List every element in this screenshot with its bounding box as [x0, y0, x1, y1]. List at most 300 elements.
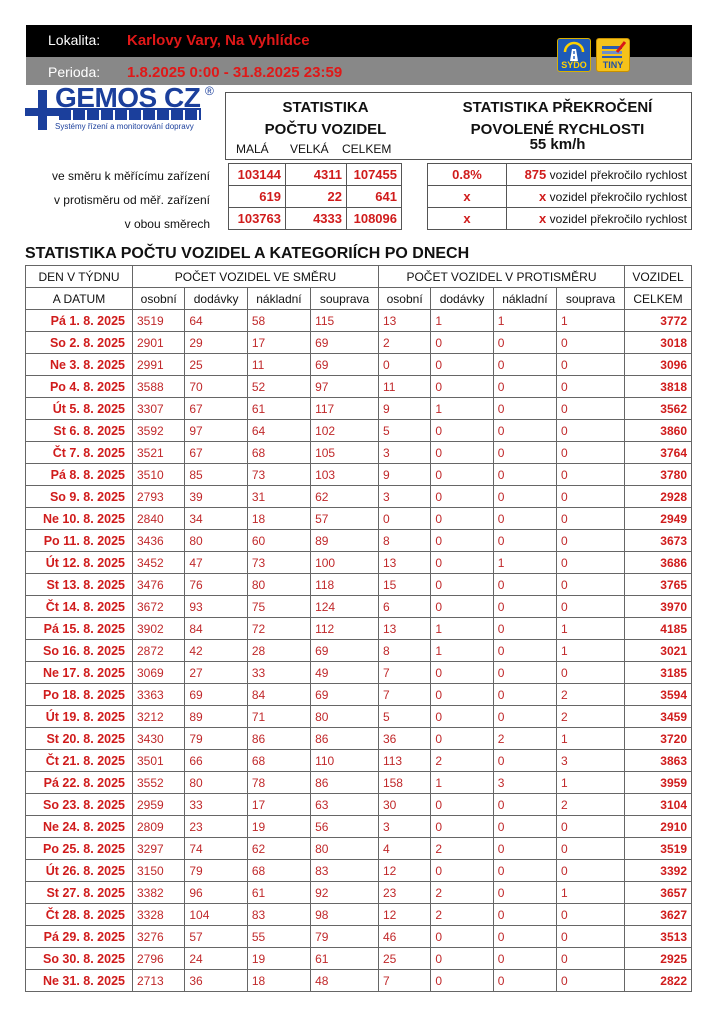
- count-cell: 0: [431, 706, 493, 728]
- count-cell: 0: [557, 530, 625, 552]
- count-cell: 92: [311, 882, 379, 904]
- count-cell: 0: [557, 904, 625, 926]
- count-cell: 3902: [133, 618, 185, 640]
- summary-count-table: [228, 163, 402, 230]
- count-cell: 69: [185, 684, 247, 706]
- table-row: [26, 354, 692, 376]
- count-cell: 15: [378, 574, 430, 596]
- date-cell: St 27. 8. 2025: [26, 882, 133, 904]
- count-cell: 70: [185, 376, 247, 398]
- count-cell: 9: [378, 398, 430, 420]
- count-cell: 0: [431, 530, 493, 552]
- total-cell: 3780: [625, 464, 692, 486]
- count-cell: 13: [378, 552, 430, 574]
- count-cell: 68: [247, 442, 310, 464]
- count-cell: 2: [493, 728, 556, 750]
- count-cell: 27: [185, 662, 247, 684]
- speeding-percent: x: [428, 208, 507, 230]
- direction-header: POČET VOZIDEL VE SMĚRU: [133, 266, 379, 288]
- speeding-count: x: [539, 189, 547, 204]
- count-cell: 0: [493, 354, 556, 376]
- count-cell: 0: [493, 904, 556, 926]
- count-cell: 2991: [133, 354, 185, 376]
- count-cell: 93: [185, 596, 247, 618]
- total-count: 107455: [347, 164, 402, 186]
- count-cell: 0: [557, 596, 625, 618]
- location-label: Lokalita:: [48, 32, 101, 48]
- count-cell: 0: [431, 728, 493, 750]
- total-cell: 3519: [625, 838, 692, 860]
- count-cell: 2: [431, 904, 493, 926]
- count-cell: 1: [493, 310, 556, 332]
- period-label: Perioda:: [48, 64, 101, 80]
- day-header-2: A DATUM: [26, 288, 133, 310]
- summary-row: [229, 208, 402, 230]
- total-header-2: CELKEM: [625, 288, 692, 310]
- count-cell: 5: [378, 420, 430, 442]
- count-cell: 57: [185, 926, 247, 948]
- table-row: [26, 794, 692, 816]
- date-cell: So 16. 8. 2025: [26, 640, 133, 662]
- count-cell: 117: [311, 398, 379, 420]
- date-cell: Po 25. 8. 2025: [26, 838, 133, 860]
- period-value: 1.8.2025 0:00 - 31.8.2025 23:59: [127, 64, 343, 81]
- count-cell: 12: [378, 860, 430, 882]
- count-cell: 1: [431, 398, 493, 420]
- count-cell: 0: [557, 816, 625, 838]
- count-cell: 80: [247, 574, 310, 596]
- count-cell: 61: [247, 398, 310, 420]
- date-cell: Ne 31. 8. 2025: [26, 970, 133, 992]
- tiny-label: TINY: [602, 60, 624, 70]
- date-cell: Pá 15. 8. 2025: [26, 618, 133, 640]
- count-cell: 0: [378, 508, 430, 530]
- count-cell: 2872: [133, 640, 185, 662]
- small-count: 103144: [229, 164, 286, 186]
- count-cell: 3: [378, 486, 430, 508]
- count-cell: 42: [185, 640, 247, 662]
- count-cell: 0: [431, 596, 493, 618]
- count-cell: 48: [311, 970, 379, 992]
- count-cell: 97: [185, 420, 247, 442]
- count-cell: 0: [557, 332, 625, 354]
- count-cell: 68: [247, 750, 310, 772]
- count-cell: 84: [185, 618, 247, 640]
- count-cell: 3672: [133, 596, 185, 618]
- table-row: [26, 420, 692, 442]
- count-cell: 72: [247, 618, 310, 640]
- count-cell: 0: [431, 508, 493, 530]
- speeding-count: 875: [524, 167, 547, 182]
- period-bar: [26, 57, 692, 85]
- total-cell: 3764: [625, 442, 692, 464]
- date-cell: Čt 7. 8. 2025: [26, 442, 133, 464]
- count-cell: 0: [431, 442, 493, 464]
- date-cell: Po 11. 8. 2025: [26, 530, 133, 552]
- count-cell: 73: [247, 464, 310, 486]
- count-cell: 2796: [133, 948, 185, 970]
- summary-label-both: v obou směrech: [124, 217, 210, 231]
- count-cell: 0: [431, 662, 493, 684]
- total-cell: 3686: [625, 552, 692, 574]
- count-cell: 2793: [133, 486, 185, 508]
- count-cell: 0: [431, 354, 493, 376]
- total-cell: 3970: [625, 596, 692, 618]
- daily-section-title: STATISTIKA POČTU VOZIDEL A KATEGORIÍCH PO DNECH: [25, 245, 470, 262]
- subcol-header: souprava: [311, 288, 379, 310]
- table-row: [26, 728, 692, 750]
- count-cell: 3430: [133, 728, 185, 750]
- count-cell: 0: [557, 464, 625, 486]
- count-cell: 61: [247, 882, 310, 904]
- table-row: [26, 332, 692, 354]
- count-cell: 1: [431, 310, 493, 332]
- daily-table: [25, 265, 692, 992]
- count-cell: 80: [185, 772, 247, 794]
- date-cell: So 30. 8. 2025: [26, 948, 133, 970]
- count-cell: 56: [311, 816, 379, 838]
- count-cell: 0: [557, 486, 625, 508]
- count-cell: 2840: [133, 508, 185, 530]
- large-count: 4311: [286, 164, 347, 186]
- date-cell: So 9. 8. 2025: [26, 486, 133, 508]
- logo-wordmark: GEMOS CZ: [55, 82, 201, 113]
- count-cell: 0: [557, 376, 625, 398]
- count-cell: 0: [431, 464, 493, 486]
- count-cell: 0: [431, 552, 493, 574]
- count-cell: 23: [378, 882, 430, 904]
- count-cell: 0: [557, 860, 625, 882]
- count-cell: 0: [493, 618, 556, 640]
- count-cell: 0: [431, 684, 493, 706]
- count-cell: 30: [378, 794, 430, 816]
- sydo-label: SYDO: [561, 60, 587, 70]
- total-cell: 2910: [625, 816, 692, 838]
- count-cell: 0: [493, 640, 556, 662]
- count-cell: 0: [431, 486, 493, 508]
- date-cell: St 20. 8. 2025: [26, 728, 133, 750]
- date-cell: Pá 1. 8. 2025: [26, 310, 133, 332]
- count-cell: 0: [431, 816, 493, 838]
- table-row: [26, 838, 692, 860]
- count-cell: 0: [493, 948, 556, 970]
- count-cell: 13: [378, 310, 430, 332]
- count-cell: 115: [311, 310, 379, 332]
- count-cell: 100: [311, 552, 379, 574]
- table-row: [26, 816, 692, 838]
- count-cell: 3436: [133, 530, 185, 552]
- count-cell: 0: [557, 420, 625, 442]
- count-cell: 7: [378, 970, 430, 992]
- speeding-text: vozidel překročilo rychlost: [549, 212, 687, 226]
- table-row: [26, 860, 692, 882]
- date-cell: Ne 17. 8. 2025: [26, 662, 133, 684]
- count-cell: 85: [185, 464, 247, 486]
- date-cell: St 13. 8. 2025: [26, 574, 133, 596]
- count-cell: 11: [247, 354, 310, 376]
- total-cell: 2822: [625, 970, 692, 992]
- count-cell: 0: [493, 860, 556, 882]
- count-cell: 76: [185, 574, 247, 596]
- total-cell: 3459: [625, 706, 692, 728]
- count-cell: 2959: [133, 794, 185, 816]
- count-cell: 64: [185, 310, 247, 332]
- count-cell: 33: [185, 794, 247, 816]
- count-cell: 2: [431, 882, 493, 904]
- date-cell: Po 4. 8. 2025: [26, 376, 133, 398]
- total-cell: 2949: [625, 508, 692, 530]
- speeding-message: [507, 208, 692, 230]
- count-cell: 34: [185, 508, 247, 530]
- table-row: [26, 508, 692, 530]
- count-cell: 0: [557, 970, 625, 992]
- count-cell: 46: [378, 926, 430, 948]
- table-row: [26, 882, 692, 904]
- logo-tagline: Systémy řízení a monitorování dopravy: [55, 122, 194, 131]
- date-cell: Út 19. 8. 2025: [26, 706, 133, 728]
- count-cell: 3501: [133, 750, 185, 772]
- sydo-logo-icon: [557, 38, 591, 72]
- count-cell: 79: [185, 860, 247, 882]
- table-row: [26, 530, 692, 552]
- count-cell: 19: [247, 948, 310, 970]
- count-cell: 89: [311, 530, 379, 552]
- count-cell: 25: [378, 948, 430, 970]
- count-cell: 66: [185, 750, 247, 772]
- subcol-header: souprava: [557, 288, 625, 310]
- count-cell: 3212: [133, 706, 185, 728]
- count-cell: 104: [185, 904, 247, 926]
- count-cell: 0: [493, 750, 556, 772]
- count-cell: 0: [493, 684, 556, 706]
- total-cell: 3392: [625, 860, 692, 882]
- total-cell: 3018: [625, 332, 692, 354]
- total-cell: 2925: [625, 948, 692, 970]
- subcol-header: nákladní: [247, 288, 310, 310]
- count-cell: 60: [247, 530, 310, 552]
- count-cell: 0: [493, 596, 556, 618]
- total-cell: 3863: [625, 750, 692, 772]
- table-row: [26, 948, 692, 970]
- table-row: [26, 596, 692, 618]
- date-cell: So 2. 8. 2025: [26, 332, 133, 354]
- subcol-header: nákladní: [493, 288, 556, 310]
- count-cell: 3: [378, 816, 430, 838]
- count-cell: 3150: [133, 860, 185, 882]
- count-cell: 0: [557, 838, 625, 860]
- count-cell: 62: [311, 486, 379, 508]
- count-cell: 8: [378, 640, 430, 662]
- count-cell: 73: [247, 552, 310, 574]
- total-cell: 3104: [625, 794, 692, 816]
- subcol-header: dodávky: [431, 288, 493, 310]
- count-cell: 102: [311, 420, 379, 442]
- count-cell: 3552: [133, 772, 185, 794]
- count-cell: 86: [311, 728, 379, 750]
- count-cell: 3510: [133, 464, 185, 486]
- count-cell: 2: [557, 684, 625, 706]
- count-cell: 124: [311, 596, 379, 618]
- count-cell: 83: [311, 860, 379, 882]
- count-cell: 1: [431, 618, 493, 640]
- opposite-header: POČET VOZIDEL V PROTISMĚRU: [378, 266, 624, 288]
- count-cell: 0: [431, 574, 493, 596]
- count-cell: 2: [378, 332, 430, 354]
- date-cell: Pá 29. 8. 2025: [26, 926, 133, 948]
- table-row: [26, 684, 692, 706]
- table-row: [26, 640, 692, 662]
- count-cell: 2809: [133, 816, 185, 838]
- count-cell: 74: [185, 838, 247, 860]
- summary-label-direction: ve směru k měřícímu zařízení: [51, 169, 210, 183]
- count-cell: 80: [185, 530, 247, 552]
- date-cell: Út 26. 8. 2025: [26, 860, 133, 882]
- total-cell: 3513: [625, 926, 692, 948]
- count-cell: 110: [311, 750, 379, 772]
- col-small-label: MALÁ: [236, 142, 269, 156]
- count-cell: 67: [185, 398, 247, 420]
- count-cell: 1: [557, 772, 625, 794]
- count-cell: 0: [493, 442, 556, 464]
- count-cell: 0: [493, 332, 556, 354]
- table-row: [26, 442, 692, 464]
- total-header-1: VOZIDEL: [625, 266, 692, 288]
- date-cell: Út 5. 8. 2025: [26, 398, 133, 420]
- date-cell: Ne 10. 8. 2025: [26, 508, 133, 530]
- count-cell: 0: [493, 816, 556, 838]
- speeding-text: vozidel překročilo rychlost: [549, 190, 687, 204]
- count-cell: 158: [378, 772, 430, 794]
- count-cell: 33: [247, 662, 310, 684]
- table-row: [26, 398, 692, 420]
- total-cell: 3959: [625, 772, 692, 794]
- count-cell: 3069: [133, 662, 185, 684]
- count-cell: 75: [247, 596, 310, 618]
- total-cell: 3021: [625, 640, 692, 662]
- count-cell: 13: [378, 618, 430, 640]
- table-row: [26, 310, 692, 332]
- total-cell: 3594: [625, 684, 692, 706]
- count-cell: 0: [557, 574, 625, 596]
- count-cell: 1: [431, 640, 493, 662]
- count-cell: 3363: [133, 684, 185, 706]
- count-cell: 79: [185, 728, 247, 750]
- location-value: Karlovy Vary, Na Vyhlídce: [127, 32, 310, 49]
- count-cell: 113: [378, 750, 430, 772]
- count-cell: 0: [431, 948, 493, 970]
- date-cell: Čt 28. 8. 2025: [26, 904, 133, 926]
- count-cell: 0: [493, 420, 556, 442]
- small-count: 619: [229, 186, 286, 208]
- count-cell: 61: [311, 948, 379, 970]
- count-cell: 0: [557, 508, 625, 530]
- count-cell: 17: [247, 332, 310, 354]
- count-cell: 2: [431, 838, 493, 860]
- count-cell: 64: [247, 420, 310, 442]
- count-cell: 24: [185, 948, 247, 970]
- date-cell: Čt 21. 8. 2025: [26, 750, 133, 772]
- summary-label-opposite: v protisměru od měř. zařízení: [53, 193, 210, 207]
- large-count: 22: [286, 186, 347, 208]
- subcol-header: osobní: [378, 288, 430, 310]
- count-stats-box: [225, 92, 426, 160]
- total-cell: 3096: [625, 354, 692, 376]
- total-cell: 2928: [625, 486, 692, 508]
- count-cell: 0: [493, 574, 556, 596]
- count-cell: 0: [431, 420, 493, 442]
- date-cell: St 6. 8. 2025: [26, 420, 133, 442]
- count-cell: 0: [557, 354, 625, 376]
- total-count: 108096: [347, 208, 402, 230]
- count-cell: 47: [185, 552, 247, 574]
- count-cell: 105: [311, 442, 379, 464]
- subcol-header: dodávky: [185, 288, 247, 310]
- count-cell: 86: [247, 728, 310, 750]
- total-cell: 3627: [625, 904, 692, 926]
- count-cell: 1: [557, 618, 625, 640]
- total-cell: 3562: [625, 398, 692, 420]
- count-cell: 63: [311, 794, 379, 816]
- count-cell: 0: [557, 662, 625, 684]
- count-cell: 89: [185, 706, 247, 728]
- count-title-2: POČTU VOZIDEL: [264, 121, 387, 138]
- count-cell: 25: [185, 354, 247, 376]
- count-cell: 2: [557, 706, 625, 728]
- count-cell: 86: [311, 772, 379, 794]
- speeding-percent: 0.8%: [428, 164, 507, 186]
- count-cell: 12: [378, 904, 430, 926]
- table-row: [26, 750, 692, 772]
- count-cell: 69: [311, 332, 379, 354]
- count-cell: 3: [557, 750, 625, 772]
- count-cell: 69: [311, 684, 379, 706]
- count-cell: 18: [247, 970, 310, 992]
- speeding-row: [428, 186, 692, 208]
- count-cell: 0: [378, 354, 430, 376]
- count-cell: 3519: [133, 310, 185, 332]
- table-row: [26, 706, 692, 728]
- table-row: [26, 618, 692, 640]
- speeding-row: [428, 164, 692, 186]
- count-cell: 68: [247, 860, 310, 882]
- header-row: [26, 266, 692, 288]
- count-cell: 7: [378, 684, 430, 706]
- total-cell: 3818: [625, 376, 692, 398]
- date-cell: Ne 24. 8. 2025: [26, 816, 133, 838]
- count-cell: 3588: [133, 376, 185, 398]
- count-cell: 52: [247, 376, 310, 398]
- speeding-percent: x: [428, 186, 507, 208]
- date-cell: Út 12. 8. 2025: [26, 552, 133, 574]
- large-count: 4333: [286, 208, 347, 230]
- total-cell: 3720: [625, 728, 692, 750]
- count-cell: 69: [311, 640, 379, 662]
- count-cell: 0: [493, 486, 556, 508]
- summary-row: [229, 164, 402, 186]
- table-row: [26, 662, 692, 684]
- table-row: [26, 574, 692, 596]
- count-cell: 57: [311, 508, 379, 530]
- count-cell: 0: [493, 508, 556, 530]
- count-cell: 118: [311, 574, 379, 596]
- count-cell: 2: [431, 750, 493, 772]
- count-cell: 78: [247, 772, 310, 794]
- total-cell: 4185: [625, 618, 692, 640]
- speeding-message: [507, 186, 692, 208]
- count-cell: 4: [378, 838, 430, 860]
- count-cell: 1: [557, 728, 625, 750]
- count-cell: 0: [493, 706, 556, 728]
